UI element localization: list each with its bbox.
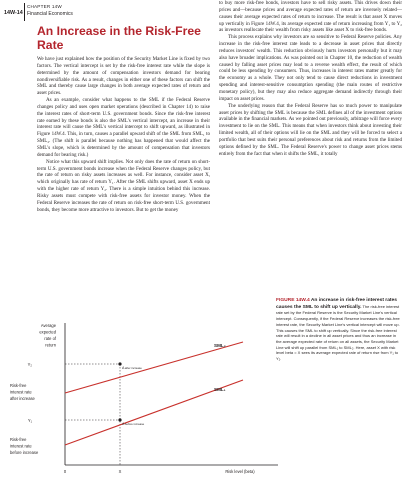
point-a-after-label: Aafter increase <box>122 366 142 370</box>
x-axis-label: Risk level (beta) <box>225 469 255 474</box>
figure-caption <box>276 297 400 362</box>
paragraph: This process explains why investors are so sensitive to Federal Reserve policies. Any increase in the risk-free interest rate leads to a decrease in asset prices that directly reduces investors' wealth. This reduction obviously hurts investors personally but it may also have broader implications. As was pointed out in Chapter 10, the reduction of wealth caused by falling asset prices may lead to a reverse wealth effect, the result of which could be less spending by consumers. Thus, increases in interest rates matter greatly for the economy as a whole. They not only tend to cause direct reductions in investment spending and interest-sensitive consumption spending (the main routes of restrictive monetary policy), but they may also reduce aggregate demand indirectly through their impact on asset prices. <box>219 34 402 102</box>
figure-caption-text: The risk-free interest rate set by the Federal Reserve is the Security Market Line's vertical intercept. Consequently, if the Federal Reserve increases the risk-free interest rate, the Security Market Line's vertical intercept will move up. This causes the SML to shift up vertically. Since the risk-free interest rate will result in a decline in all asset prices and thus an increase in the average expected rate of return on all assets, the Security Market Line will shift up parallel from SML₁ to SML₂. Here, asset X with risk level beta = X sees its average expected rate of return rise from Y₁ to Y₂. <box>276 303 400 362</box>
rf-after-label: Risk-free <box>10 383 27 388</box>
rf-before-label: Risk-free <box>10 437 27 442</box>
sml1-label: SML₁ <box>214 387 226 392</box>
y-axis-label-line: Average <box>40 323 56 328</box>
part-label: Financial Economics <box>27 11 73 17</box>
sml2-line <box>65 342 243 393</box>
rf-after-label: interest rate <box>10 389 32 395</box>
point-a-before-label: Abefore increase <box>122 422 145 426</box>
y-axis-label-line: return <box>45 342 56 348</box>
y-axis-label-line: expected <box>39 329 56 335</box>
paragraph: We have just explained how the position of the Security Market Line is fixed by two factors. The vertical intercept is set by the risk-free interest rate while the slope is determined by the amount of compensation investors demand for bearing nondiversifiable risk. As a result, changes in either one of these factors can shift the SML and thereby cause large changes in both average expected rates of return and asset prices. <box>37 56 210 97</box>
paragraph: to buy more risk-free bonds, investors have to sell risky assets. This drives down their prices and—because prices and average expected rates of return are inversely related—causes their average expected rates of return to increase. The result is that asset X moves up vertically in Figure 14W.4, its average expected rate of return increasing from Y₁ to Y₂ as investors reallocate their wealth from risky assets like asset X to risk-free bonds. <box>219 0 402 34</box>
page-number: 14W-14 <box>4 10 23 16</box>
origin-label: 0 <box>63 469 67 474</box>
y1-label: Y₁ <box>27 418 32 423</box>
figure-title: An increase in risk-free interest rates causes the SML to shift up vertically. <box>276 298 397 310</box>
sml2-label: SML₂ <box>214 343 226 348</box>
figure-label: FIGURE 14W.4 <box>276 298 310 303</box>
x-label: X <box>118 469 122 474</box>
header-rule <box>24 3 25 21</box>
y-axis-label-line: rate of <box>44 336 56 341</box>
section-heading: An Increase in the Risk-Free Rate <box>37 24 201 52</box>
rf-after-label: after increase <box>10 396 35 401</box>
chapter-label: CHAPTER 14W <box>27 4 62 9</box>
paragraph: As an example, consider what happens to the SML if the Federal Reserve changes policy and uses open market operations (described in Chapter 14) to raise the interest rates of short-term U.S. government bonds. Since the risk-free interest rate earned by these bonds is also the SML's vertical intercept, an increase in their interest rate will cause the SML's vertical intercept to shift upward, as illustrated in Figure 14W.4. This, in turn, causes a parallel upward shift of the SML from SML₁ to SML₂. (The shift is parallel because nothing has happened that would affect the SML's slope, which is determined by the amount of compensation that investors demand for bearing risk.) <box>37 97 210 158</box>
y2-label: Y₂ <box>27 362 32 367</box>
left-column <box>37 56 210 264</box>
rf-before-label: before increase <box>10 450 39 455</box>
paragraph: Notice what this upward shift implies. Not only does the rate of return on short-term U.S. government bonds increase when the Federal Reserve changes policy, but the rate of return on risky assets increases as well. For instance, consider asset X, which originally has rate of return Y₁. After the SML shifts upward, asset X ends up with the higher rate of return Y₂. There is a simple intuition behind this increase. Risky assets must compete with risk-free assets for investor money. When the Federal Reserve increases the rate of return on risk-free short-term U.S. government bonds, they become more attractive to investors. But to get the money <box>37 158 210 213</box>
right-column <box>219 0 402 278</box>
paragraph: The underlying reason that the Federal Reserve has so much power to manipulate asset prices by shifting the SML is because the SML defines all of the investment options available in the financial markets. As we pointed out previously, arbitrage will force every investment to lie on the SML. This means that when investors think about investing their limited wealth, all of their options will lie on the SML and they will be forced to select a portfolio that best suits their personal preferences about risk and returns from the limited options defined by the SML. The Federal Reserve's power to change asset prices stems entirely from the fact that when it shifts the SML, it totally <box>219 102 402 157</box>
rf-before-label: interest rate <box>10 443 32 449</box>
